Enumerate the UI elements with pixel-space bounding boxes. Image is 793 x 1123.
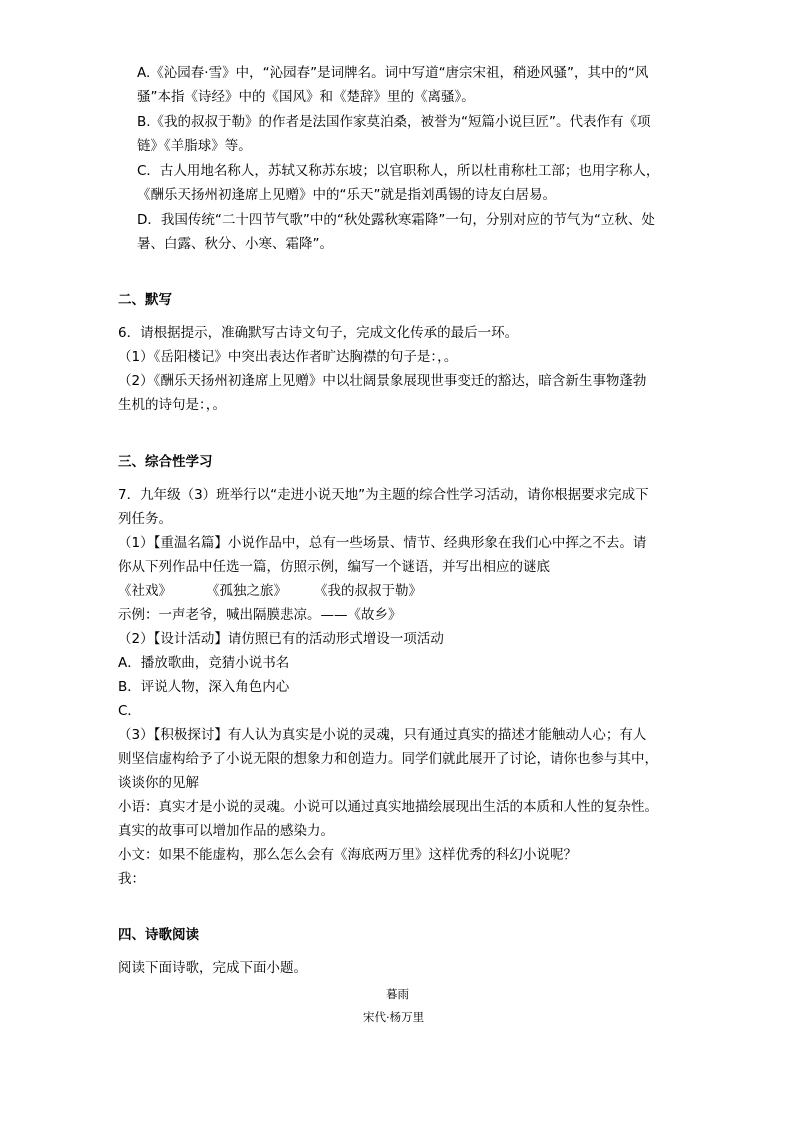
- task2-option-b: B．评说人物，深入角色内心: [118, 679, 290, 695]
- option-c-line2: 《酬乐天扬州初逢席上见赠》中的“乐天”就是指刘禹锡的诗友白居易。: [137, 187, 556, 203]
- task3-line1: （3）【积极探讨】有人认为真实是小说的灵魂，只有通过真实的描述才能触动人心；有人: [118, 727, 647, 743]
- option-a-line2: 骚”本指《诗经》中的《国风》和《楚辞》里的《离骚》。: [137, 89, 475, 105]
- section3-heading: 三、综合性学习: [118, 454, 213, 470]
- option-d-line2: 暑、白露、秋分、小寒、霜降”。: [137, 236, 333, 252]
- q7-line2: 列任务。: [118, 511, 172, 527]
- q6-2-line1: （2）《酬乐天扬州初逢席上见赠》中以壮阔景象展现世事变迁的豁达，暗含新生事物蓬勃: [118, 373, 647, 389]
- poem-author: 宋代·杨万里: [363, 1010, 425, 1024]
- q6-2-line2: 生机的诗句是：，。: [118, 397, 226, 413]
- work-1: 《社戏》: [118, 583, 172, 599]
- option-a-line1: A.《沁园春·雪》中，“沁园春”是词牌名。词中写道“唐宗宋祖，稍逊风骚”，其中的“风: [137, 65, 649, 81]
- option-b-line2: 链》《羊脂球》等。: [137, 138, 252, 154]
- xiaoyu-line2: 真实的故事可以增加作品的感染力。: [118, 823, 334, 839]
- task3-line3: 谈谈你的见解: [118, 775, 199, 791]
- example: 示例：一声老爷，喊出隔膜悲凉。——《故乡》: [118, 607, 402, 623]
- option-b-line1: B.《我的叔叔于勒》的作者是法国作家莫泊桑，被誉为“短篇小说巨匠”。代表作有《项: [137, 114, 651, 130]
- section4-instruction: 阅读下面诗歌，完成下面小题。: [118, 960, 307, 976]
- work-3: 《我的叔叔于勒》: [314, 583, 422, 599]
- task1-line1: （1）【重温名篇】小说作品中，总有一些场景、情节、经典形象在我们心中挥之不去。请: [118, 535, 647, 551]
- q6-stem: 6．请根据提示，准确默写古诗文句子，完成文化传承的最后一环。: [118, 325, 519, 341]
- poem-title: 暮雨: [386, 987, 409, 1001]
- xiaowen: 小文：如果不能虚构，那么怎么会有《海底两万里》这样优秀的科幻小说呢？: [118, 847, 577, 863]
- task2: （2）【设计活动】请仿照已有的活动形式增设一项活动: [118, 631, 444, 647]
- q6-1: （1）《岳阳楼记》中突出表达作者旷达胸襟的句子是：，。: [118, 349, 458, 365]
- task2-option-a: A．播放歌曲，竞猜小说书名: [118, 655, 290, 671]
- section2-heading: 二、默写: [118, 292, 172, 308]
- option-d-line1: D．我国传统“二十四节气歌”中的“秋处露秋寒霜降”一句，分别对应的节气为“立秋、处: [137, 212, 655, 228]
- q7-line1: 7．九年级（3）班举行以“走进小说天地”为主题的综合性学习活动，请你根据要求完成下: [118, 487, 649, 503]
- section4-heading: 四、诗歌阅读: [118, 927, 199, 943]
- work-2: 《孤独之旅》: [206, 583, 287, 599]
- option-c-line1: C．古人用地名称人，苏轼又称苏东坡；以官职称人，所以杜甫称杜工部；也用字称人，: [137, 163, 660, 179]
- task2-option-c: C．: [118, 703, 141, 719]
- xiaoyu-line1: 小语：真实才是小说的灵魂。小说可以通过真实地描绘展现出生活的本质和人性的复杂性。: [118, 799, 658, 815]
- answer-me: 我：: [118, 871, 145, 887]
- task3-line2: 则坚信虚构给予了小说无限的想象力和创造力。同学们就此展开了讨论，请你也参与其中，: [118, 751, 658, 767]
- task1-line2: 你从下列作品中任选一篇，仿照示例，编写一个谜语，并写出相应的谜底: [118, 559, 550, 575]
